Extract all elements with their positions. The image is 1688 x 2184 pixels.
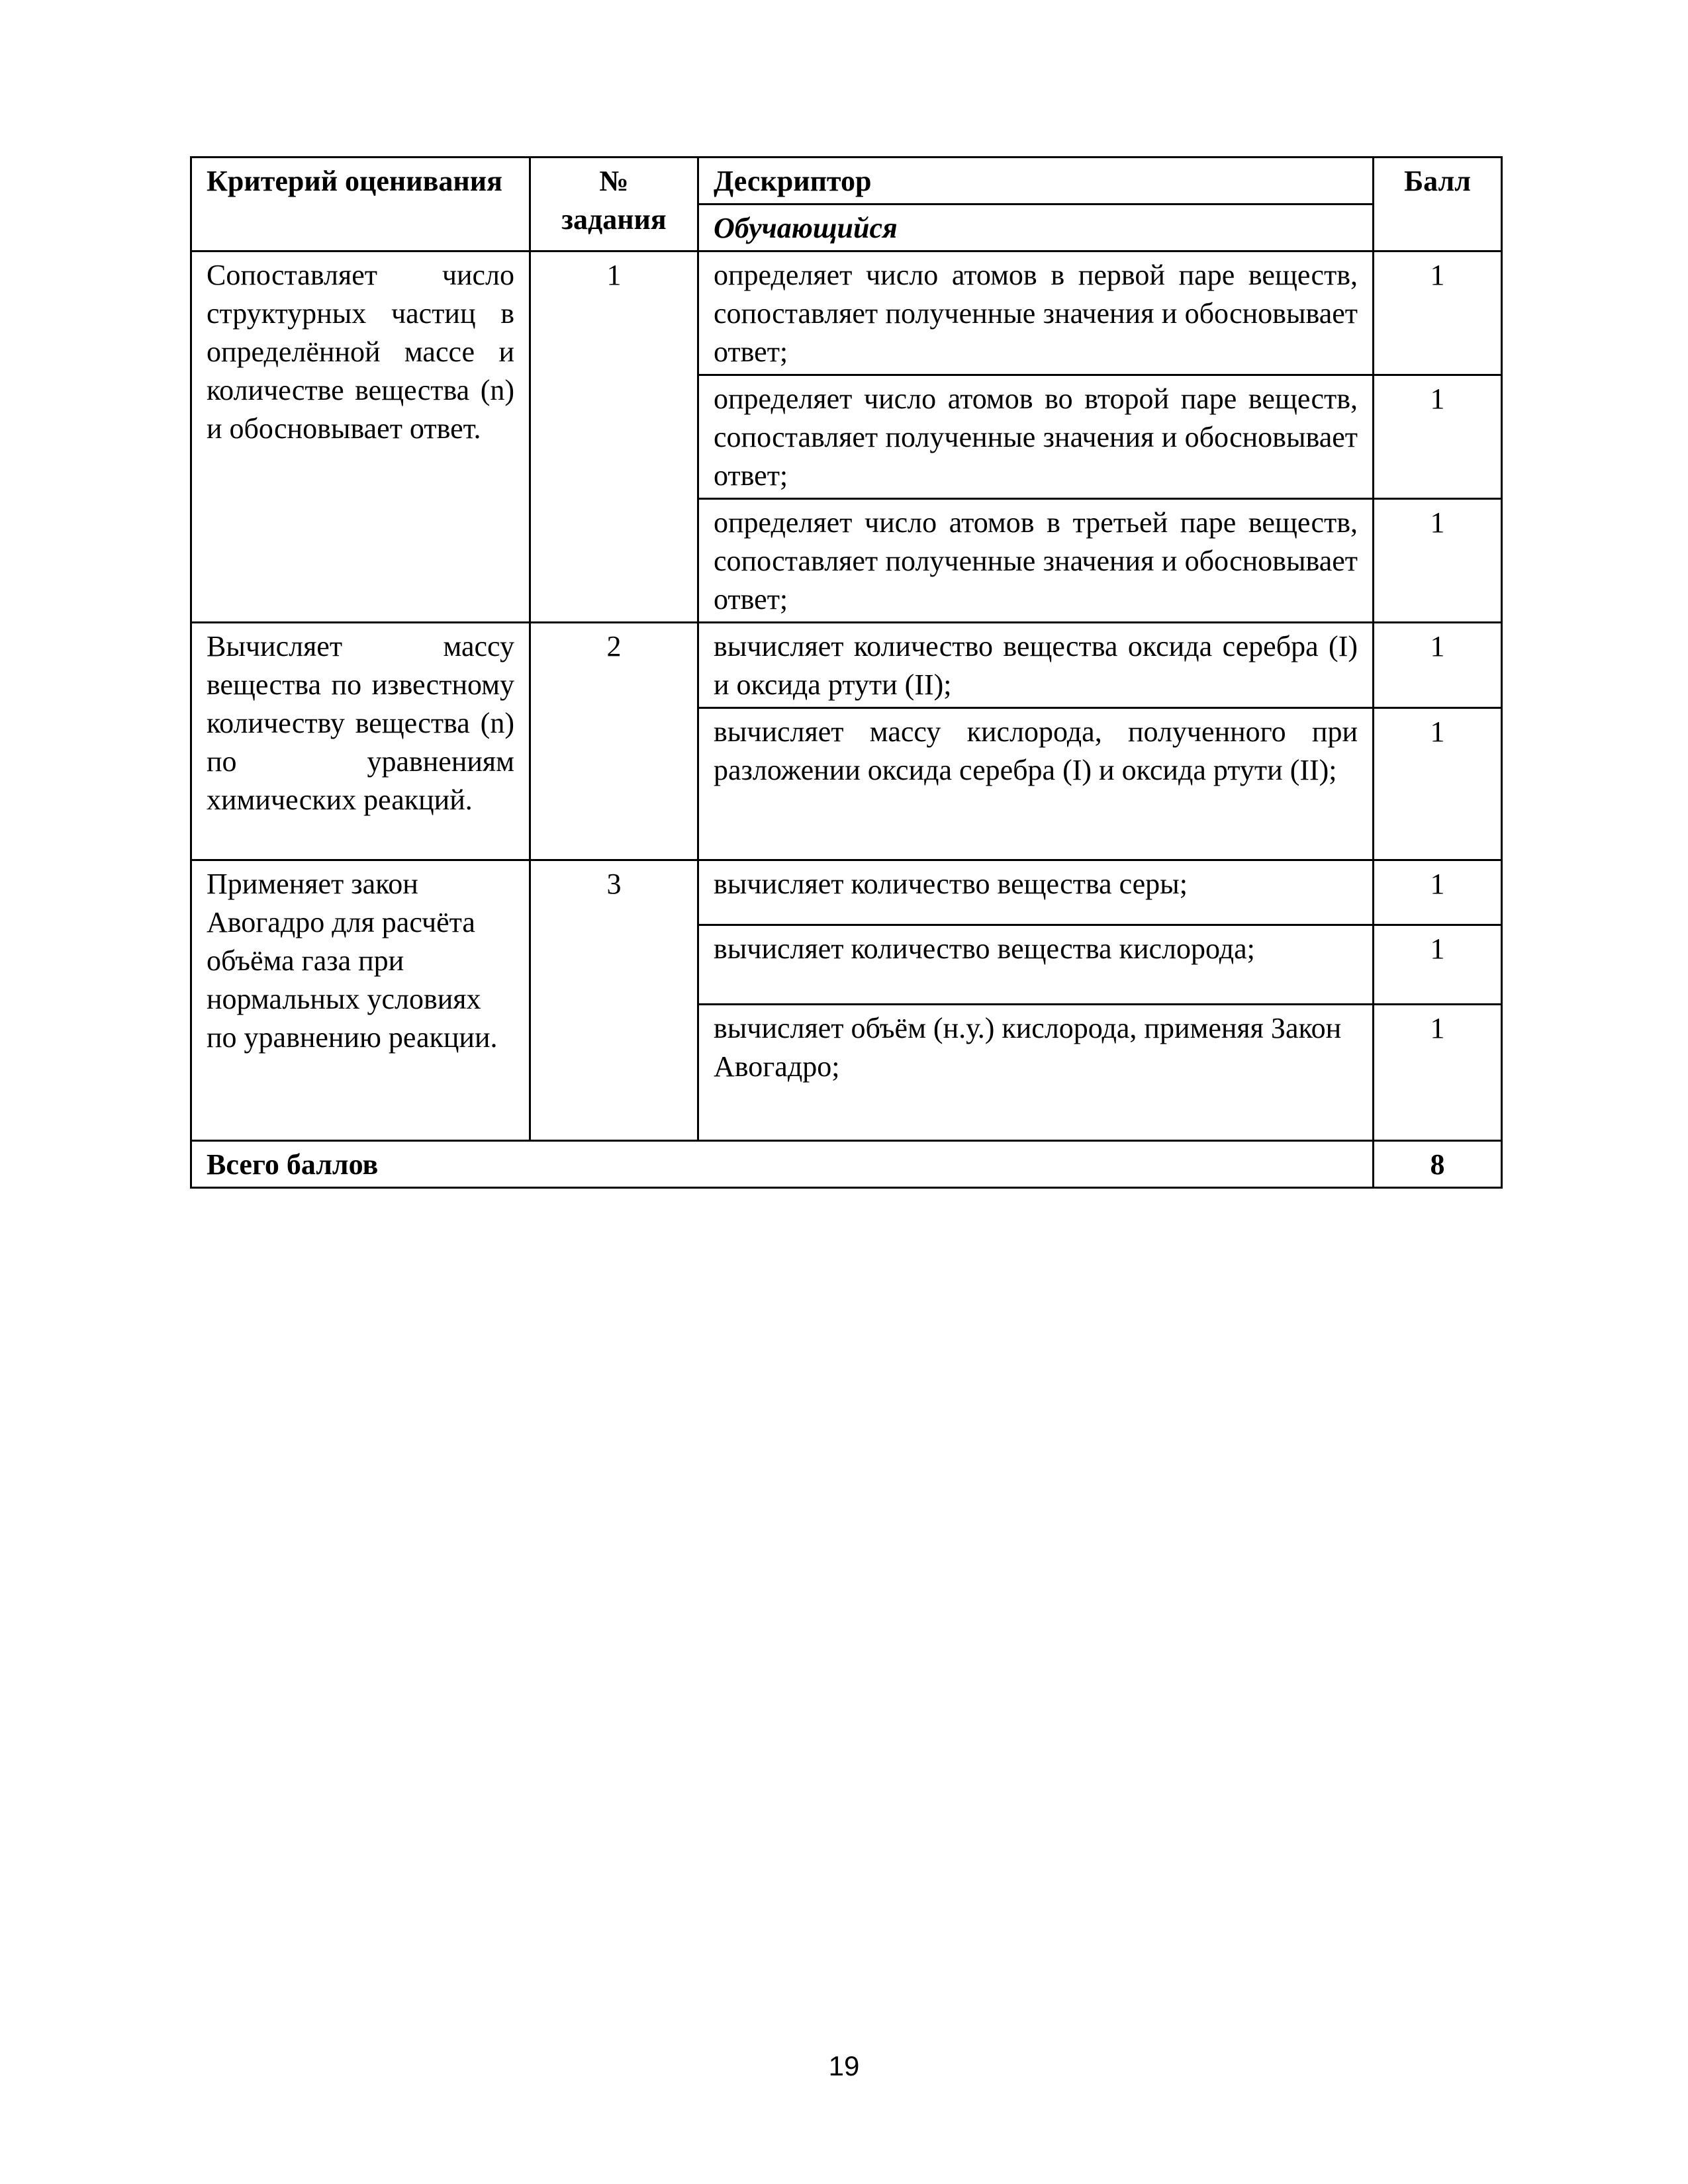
header-criterion: Критерий оценивания [191, 158, 530, 251]
score-cell: 1 [1374, 623, 1502, 708]
criterion-cell: Вычисляет массу вещества по известному количеству вещества (n) по уравнениям химических реакций. [191, 623, 530, 860]
score-cell: 1 [1374, 1005, 1502, 1141]
table-row [191, 623, 1502, 708]
header-descriptor: Дескриптор [698, 158, 1374, 205]
total-label: Всего баллов [191, 1141, 1374, 1188]
descriptor-cell: вычисляет количество вещества кислорода; [698, 925, 1374, 1005]
score-cell: 1 [1374, 499, 1502, 623]
criterion-cell: Сопоставляет число структурных частиц в определённой массе и количестве вещества (n) и обосновывает ответ. [191, 251, 530, 623]
task-number-cell: 2 [530, 623, 698, 860]
score-cell: 1 [1374, 251, 1502, 375]
descriptor-cell: вычисляет массу кислорода, полученного при разложении оксида серебра (I) и оксида ртути (II); [698, 708, 1374, 860]
table-row [191, 860, 1502, 925]
task-number-cell: 3 [530, 860, 698, 1141]
score-cell: 1 [1374, 375, 1502, 499]
table-header-row [191, 158, 1502, 205]
descriptor-cell: определяет число атомов в первой паре веществ, сопоставляет полученные значения и обосновывает ответ; [698, 251, 1374, 375]
header-task-number: № задания [530, 158, 698, 251]
header-score: Балл [1374, 158, 1502, 251]
total-row [191, 1141, 1502, 1188]
descriptor-cell: определяет число атомов в третьей паре веществ, сопоставляет полученные значения и обосновывает ответ; [698, 499, 1374, 623]
descriptor-cell: вычисляет объём (н.у.) кислорода, применяя Закон Авогадро; [698, 1005, 1374, 1141]
page-number: 19 [828, 2050, 860, 2081]
total-value: 8 [1374, 1141, 1502, 1188]
score-cell: 1 [1374, 925, 1502, 1005]
score-cell: 1 [1374, 860, 1502, 925]
score-cell: 1 [1374, 708, 1502, 860]
descriptor-cell: вычисляет количество вещества оксида серебра (I) и оксида ртути (II); [698, 623, 1374, 708]
descriptor-cell: вычисляет количество вещества серы; [698, 860, 1374, 925]
descriptor-cell: определяет число атомов во второй паре веществ, сопоставляет полученные значения и обосновывает ответ; [698, 375, 1374, 499]
task-number-cell: 1 [530, 251, 698, 623]
table-row [191, 251, 1502, 375]
header-descriptor-sub: Обучающийся [698, 205, 1374, 251]
criterion-cell: Применяет закон Авогадро для расчёта объёма газа при нормальных условиях по уравнению реакции. [191, 860, 530, 1141]
assessment-rubric-table [190, 156, 1503, 1189]
